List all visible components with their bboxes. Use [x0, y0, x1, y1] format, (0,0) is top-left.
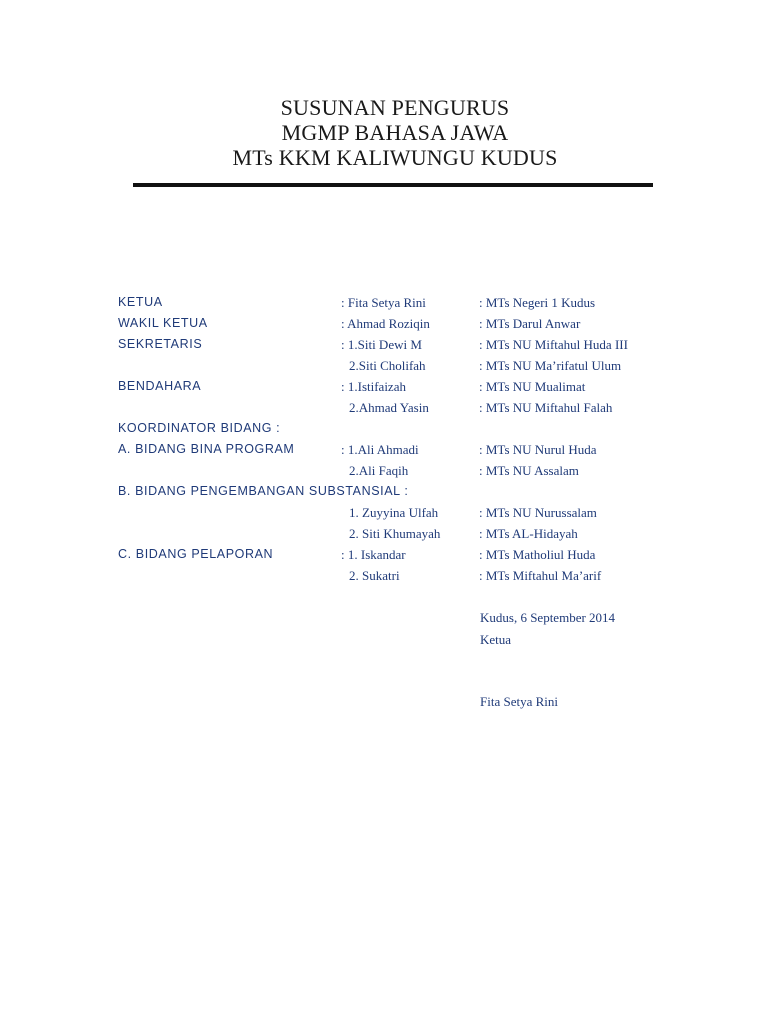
school-name: : MTs Miftahul Ma’arif	[479, 568, 602, 583]
list-item	[0, 544, 768, 565]
list-item	[0, 397, 768, 418]
member-name: 2. Sukatri	[349, 568, 400, 583]
member-name: : 1. Iskandar	[341, 547, 406, 562]
role-label: BENDAHARA	[118, 379, 202, 393]
list-item	[0, 523, 768, 544]
role-label: WAKIL KETUA	[118, 316, 208, 330]
list-item	[0, 418, 768, 439]
school-name: : MTs Darul Anwar	[479, 316, 581, 331]
school-name: : MTs NU Mualimat	[479, 379, 586, 394]
member-name: 2.Ali Faqih	[349, 463, 409, 478]
member-name: : 1.Siti Dewi M	[341, 337, 422, 352]
title-line-2: MGMP BAHASA JAWA	[281, 120, 509, 145]
list-item	[0, 502, 768, 523]
member-name: : Fita Setya Rini	[341, 295, 426, 310]
role-label: B. BIDANG PENGEMBANGAN SUBSTANSIAL :	[118, 484, 409, 498]
signature-name: Fita Setya Rini	[480, 694, 558, 709]
list-item	[0, 355, 768, 376]
title-line-1: SUSUNAN PENGURUS	[280, 95, 510, 120]
member-name: : Ahmad Roziqin	[341, 316, 430, 331]
title-line-3: MTs KKM KALIWUNGU KUDUS	[232, 145, 558, 170]
school-name: : MTs Negeri 1 Kudus	[479, 295, 596, 310]
school-name: : MTs AL-Hidayah	[479, 526, 578, 541]
school-name: : MTs Matholiul Huda	[479, 547, 596, 562]
member-name: : 1.Istifaizah	[341, 379, 406, 394]
school-name: : MTs NU Assalam	[479, 463, 579, 478]
school-name: : MTs NU Ma’rifatul Ulum	[479, 358, 622, 373]
school-name: : MTs NU Miftahul Huda III	[479, 337, 628, 352]
list-item	[0, 292, 768, 313]
list-item	[0, 334, 768, 355]
school-name: : MTs NU Miftahul Falah	[479, 400, 613, 415]
role-label: C. BIDANG PELAPORAN	[118, 547, 274, 561]
list-item	[0, 313, 768, 334]
section-heading: KOORDINATOR BIDANG :	[118, 421, 281, 435]
signature-position: Ketua	[480, 632, 512, 647]
school-name: : MTs NU Nurussalam	[479, 505, 597, 520]
member-name: : 1.Ali Ahmadi	[341, 442, 419, 457]
list-item	[0, 481, 768, 502]
member-name: 2.Siti Cholifah	[349, 358, 426, 373]
signature-place-date: Kudus, 6 September 2014	[480, 610, 616, 625]
role-label: A. BIDANG BINA PROGRAM	[118, 442, 295, 456]
member-name: 1. Zuyyina Ulfah	[349, 505, 439, 520]
member-name: 2. Siti Khumayah	[349, 526, 441, 541]
list-item	[0, 439, 768, 460]
role-label: KETUA	[118, 295, 163, 309]
header-divider	[133, 183, 653, 187]
list-item	[0, 376, 768, 397]
member-name: 2.Ahmad Yasin	[349, 400, 429, 415]
list-item	[0, 460, 768, 481]
school-name: : MTs NU Nurul Huda	[479, 442, 597, 457]
role-label: SEKRETARIS	[118, 337, 203, 351]
list-item	[0, 565, 768, 586]
